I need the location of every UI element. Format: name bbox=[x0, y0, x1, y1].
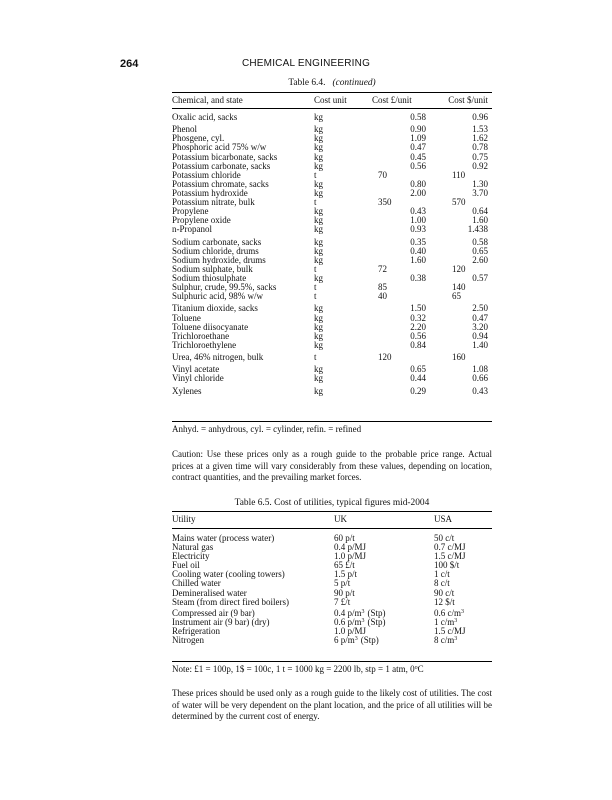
cost-unit: kg bbox=[314, 303, 323, 314]
chemical-name: Xylenes bbox=[172, 385, 202, 396]
utility-name-text: Chilled water bbox=[172, 578, 221, 589]
cost-unit: kg bbox=[314, 339, 323, 350]
cost-usd: 1.438 bbox=[467, 224, 488, 235]
uk-cost-text: 7 £/t bbox=[334, 596, 351, 607]
utility-name-text: Steam (from direct fired boilers) bbox=[172, 596, 289, 607]
cost-gbp: 350 bbox=[378, 197, 392, 208]
chemical-name: Sulphuric acid, 98% w/w bbox=[172, 291, 263, 302]
uk-cost-text: 0.4 p/MJ bbox=[334, 542, 367, 553]
usa-cost-text: 0.7 c/MJ bbox=[434, 542, 466, 553]
table-6-4-body bbox=[172, 113, 492, 399]
cost-usd: 110 bbox=[452, 169, 466, 180]
cost-usd: 0.75 bbox=[472, 151, 488, 162]
utility-name-text: Electricity bbox=[172, 551, 210, 562]
cost-usd: 65 bbox=[452, 291, 461, 302]
units-note-end: C bbox=[417, 664, 424, 674]
cost-gbp: 0.65 bbox=[410, 364, 426, 375]
cost-usd: 0.57 bbox=[472, 272, 488, 283]
cost-unit: kg bbox=[314, 224, 323, 235]
chemical-name: Phosgene, cyl. bbox=[172, 133, 225, 144]
table-6-4-caption bbox=[172, 78, 492, 88]
chemical-name: Potassium chromate, sacks bbox=[172, 178, 269, 189]
table-header-rule bbox=[172, 528, 492, 529]
cost-unit: t bbox=[314, 352, 317, 363]
chemical-name: Toluene bbox=[172, 312, 201, 323]
cost-gbp: 0.44 bbox=[410, 373, 426, 384]
uk-cost-text: 90 p/t bbox=[334, 587, 355, 598]
cost-gbp: 0.35 bbox=[410, 236, 426, 247]
cost-gbp: 0.93 bbox=[410, 224, 426, 235]
cost-unit: kg bbox=[314, 133, 323, 144]
table-bottom-rule bbox=[172, 421, 492, 422]
row-group bbox=[172, 125, 492, 234]
chemical-name: Propylene bbox=[172, 206, 209, 217]
table-row bbox=[172, 225, 492, 234]
usa-cost-text: 1.5 c/MJ bbox=[434, 625, 466, 636]
caption-continued: (continued) bbox=[332, 78, 376, 88]
cost-usd: 2.50 bbox=[472, 303, 488, 314]
abbreviations-note: Anhyd. = anhydrous, cyl. = cylinder, refin. = refined bbox=[172, 424, 362, 434]
cost-gbp: 1.50 bbox=[410, 303, 426, 314]
cost-gbp: 72 bbox=[378, 263, 387, 274]
table-row bbox=[172, 387, 492, 396]
cost-unit: t bbox=[314, 169, 317, 180]
exponent: 3 bbox=[454, 617, 458, 624]
cost-usd: 1.08 bbox=[472, 364, 488, 375]
usa-cost-text: 0.6 c/m bbox=[434, 607, 461, 618]
cost-unit: kg bbox=[314, 373, 323, 384]
col-header: Utility bbox=[172, 514, 196, 524]
row-group bbox=[172, 353, 492, 362]
row-group bbox=[172, 113, 492, 122]
cost-gbp: 0.80 bbox=[410, 178, 426, 189]
exponent: 3 bbox=[454, 636, 458, 643]
cost-gbp: 1.09 bbox=[410, 133, 426, 144]
chemical-name: Potassium hydroxide bbox=[172, 187, 248, 198]
exponent: 3 bbox=[361, 617, 365, 624]
chemical-name: Sodium thiosulphate bbox=[172, 272, 247, 283]
cost-usd: 140 bbox=[452, 282, 466, 293]
cost-gbp: 2.20 bbox=[410, 321, 426, 332]
row-group bbox=[172, 238, 492, 302]
cost-usd: 0.66 bbox=[472, 373, 488, 384]
cost-gbp: 0.90 bbox=[410, 124, 426, 135]
cost-usd: 3.20 bbox=[472, 321, 488, 332]
cost-usd: 2.60 bbox=[472, 254, 488, 265]
exponent: 3 bbox=[354, 636, 358, 643]
utility-name-text: Nitrogen bbox=[172, 635, 204, 646]
chemical-name: Sodium chloride, drums bbox=[172, 245, 259, 256]
chemical-name: Trichloroethylene bbox=[172, 339, 237, 350]
utility-name-text: Compressed air (9 bar) bbox=[172, 607, 255, 618]
chemical-name: Oxalic acid, sacks bbox=[172, 112, 238, 122]
caution-note: Caution: Use these prices only as a rough guide to the probable price range. Actual prices at a given time will vary considerably from these values, depending on location, contract quantities, and the prevailing market forces. bbox=[172, 449, 492, 482]
chemical-name: Sulphur, crude, 99.5%, sacks bbox=[172, 282, 277, 293]
usa-cost-text: 12 $/t bbox=[434, 596, 455, 607]
utility-name-text: Fuel oil bbox=[172, 560, 200, 571]
table-row bbox=[172, 598, 492, 607]
utility-name-text: Mains water (process water) bbox=[172, 533, 275, 543]
cost-unit: kg bbox=[314, 142, 323, 153]
chemical-name: Vinyl chloride bbox=[172, 373, 224, 384]
cost-unit: t bbox=[314, 197, 317, 208]
cost-unit: kg bbox=[314, 321, 323, 332]
usa-cost bbox=[434, 598, 492, 607]
cost-usd: 0.65 bbox=[472, 245, 488, 256]
usa-cost-text: 100 $/t bbox=[434, 560, 460, 571]
chemical-name: Phenol bbox=[172, 124, 198, 135]
cost-unit: kg bbox=[314, 236, 323, 247]
cost-usd: 0.94 bbox=[472, 330, 488, 341]
col-header: USA bbox=[434, 514, 453, 524]
uk-cost bbox=[334, 636, 434, 645]
units-note-text: Note: £1 = 100p, 1$ = 100c, 1 t = 1000 kg = 2200 lb, stp = 1 atm, 0 bbox=[172, 664, 415, 674]
cost-usd: 0.96 bbox=[472, 112, 488, 122]
uk-cost-text: 1.0 p/MJ bbox=[334, 551, 367, 562]
uk-cost-text: 6 p/m bbox=[334, 635, 355, 646]
utility-name-text: Natural gas bbox=[172, 542, 214, 553]
cost-gbp: 120 bbox=[378, 352, 392, 363]
chemical-name: Sodium sulphate, bulk bbox=[172, 263, 253, 274]
cost-unit: kg bbox=[314, 206, 323, 217]
chemical-name: Toluene diisocyanate bbox=[172, 321, 249, 332]
uk-cost-text: 1.0 p/MJ bbox=[334, 625, 367, 636]
cost-unit: kg bbox=[314, 364, 323, 375]
cost-gbp: 0.84 bbox=[410, 339, 426, 350]
cost-unit: kg bbox=[314, 272, 323, 283]
row-group bbox=[172, 387, 492, 396]
table-top-rule bbox=[172, 511, 492, 512]
cost-gbp: 0.45 bbox=[410, 151, 426, 162]
table-6-4-header bbox=[172, 96, 492, 105]
table-row bbox=[172, 304, 492, 313]
uk-cost-text: 0.6 p/m bbox=[334, 616, 362, 627]
utility-name-text: Instrument air (9 bar) (dry) bbox=[172, 616, 270, 627]
chemical-name: Trichloroethane bbox=[172, 330, 230, 341]
cost-usd: 0.47 bbox=[472, 312, 488, 323]
usa-cost-text: 90 c/t bbox=[434, 587, 455, 598]
cost-unit: t bbox=[314, 282, 317, 293]
utility-name-text: Cooling water (cooling towers) bbox=[172, 569, 285, 580]
cost-unit: kg bbox=[314, 187, 323, 198]
cost-usd: 0.58 bbox=[472, 236, 488, 247]
row-group bbox=[172, 365, 492, 383]
exponent: 3 bbox=[461, 608, 464, 615]
cost-gbp: 1.60 bbox=[410, 254, 426, 265]
cost-usd: 1.30 bbox=[472, 178, 488, 189]
chemical-name: n-Propanol bbox=[172, 224, 212, 235]
chemical-name: Titanium dioxide, sacks bbox=[172, 303, 258, 314]
cost-gbp: 70 bbox=[378, 169, 387, 180]
chemical-name: Sodium hydroxide, drums bbox=[172, 254, 266, 265]
usa-cost-text: 8 c/t bbox=[434, 578, 450, 589]
usa-cost-text: 8 c/m bbox=[434, 635, 455, 646]
uk-cost-text: 5 p/t bbox=[334, 578, 351, 589]
table-bottom-rule bbox=[172, 661, 492, 662]
cost-unit: kg bbox=[314, 178, 323, 189]
cost-unit: kg bbox=[314, 385, 323, 396]
table-top-rule bbox=[172, 92, 492, 93]
col-header: UK bbox=[334, 514, 347, 524]
uk-cost-text: 0.4 p/m bbox=[334, 607, 362, 618]
chemical-name: Propylene oxide bbox=[172, 215, 231, 226]
chemical-name: Potassium chloride bbox=[172, 169, 241, 180]
cost-usd: 1.60 bbox=[472, 215, 488, 226]
stp-label: (Stp) bbox=[360, 635, 379, 646]
cost-gbp: 0.56 bbox=[410, 160, 426, 171]
col-header: Cost $/unit bbox=[448, 95, 488, 105]
cost-unit: kg bbox=[314, 124, 323, 135]
units-note bbox=[172, 664, 492, 676]
cost-unit: t bbox=[314, 263, 317, 274]
usa-cost-text: 1.5 c/MJ bbox=[434, 551, 466, 562]
row-group bbox=[172, 304, 492, 349]
table-row bbox=[172, 113, 492, 122]
cost-usd: 0.64 bbox=[472, 206, 488, 217]
table-6-5-caption: Table 6.5. Cost of utilities, typical figures mid-2004 bbox=[234, 498, 430, 508]
cost-usd: 1.53 bbox=[472, 124, 488, 135]
cost-usd: 0.78 bbox=[472, 142, 488, 153]
cost-unit: kg bbox=[314, 330, 323, 341]
table-row bbox=[172, 341, 492, 350]
caption-label: Table 6.4. bbox=[288, 78, 326, 88]
cost-gbp: 0.47 bbox=[410, 142, 426, 153]
usa-cost bbox=[434, 636, 492, 645]
chemical-name: Vinyl acetate bbox=[172, 364, 220, 375]
cost-gbp: 0.56 bbox=[410, 330, 426, 341]
chemical-name: Potassium bicarbonate, sacks bbox=[172, 151, 278, 162]
table-row bbox=[172, 374, 492, 383]
chemical-name: Phosphoric acid 75% w/w bbox=[172, 142, 267, 153]
page-number: 264 bbox=[120, 58, 139, 70]
cost-gbp: 0.40 bbox=[410, 245, 426, 256]
utility-name bbox=[172, 636, 334, 645]
col-header: Cost unit bbox=[314, 95, 347, 105]
utility-name-text: Refrigeration bbox=[172, 625, 220, 636]
cost-gbp: 0.29 bbox=[410, 385, 426, 396]
running-title: CHEMICAL ENGINEERING bbox=[241, 58, 371, 69]
cost-unit: kg bbox=[314, 112, 323, 122]
cost-usd: 0.92 bbox=[472, 160, 488, 171]
cost-gbp: 40 bbox=[378, 291, 387, 302]
utility-name-text: Demineralised water bbox=[172, 587, 247, 598]
cost-usd: 1.62 bbox=[472, 133, 488, 144]
exponent: 3 bbox=[361, 608, 365, 615]
uk-cost bbox=[334, 598, 434, 607]
usa-cost-text: 50 c/t bbox=[434, 533, 455, 543]
cost-usd: 3.70 bbox=[472, 187, 488, 198]
cost-gbp: 0.43 bbox=[410, 206, 426, 217]
degree-sign: o bbox=[414, 665, 418, 671]
table-row bbox=[172, 636, 492, 645]
cost-usd: 160 bbox=[452, 352, 466, 363]
chemical-name: Potassium carbonate, sacks bbox=[172, 160, 271, 171]
table-row bbox=[172, 292, 492, 301]
cost-gbp: 0.58 bbox=[410, 112, 426, 122]
col-header: Cost £/unit bbox=[372, 95, 412, 105]
cost-unit: kg bbox=[314, 160, 323, 171]
table-row bbox=[172, 216, 492, 225]
table-row bbox=[172, 353, 492, 362]
cost-gbp: 0.32 bbox=[410, 312, 426, 323]
cost-usd: 570 bbox=[452, 197, 466, 208]
table-row bbox=[172, 198, 492, 207]
utility-name bbox=[172, 598, 334, 607]
usa-cost-text: 1 c/t bbox=[434, 569, 450, 580]
uk-cost-text: 65 £/t bbox=[334, 560, 355, 571]
col-header: Chemical, and state bbox=[172, 95, 243, 105]
table-6-5-header bbox=[172, 515, 492, 524]
cost-usd: 120 bbox=[452, 263, 466, 274]
cost-usd: 0.43 bbox=[472, 385, 488, 396]
stp-label: (Stp) bbox=[367, 607, 386, 618]
uk-cost-text: 1.5 p/t bbox=[334, 569, 358, 580]
cost-unit: kg bbox=[314, 215, 323, 226]
cost-gbp: 0.38 bbox=[410, 272, 426, 283]
cost-gbp: 1.00 bbox=[410, 215, 426, 226]
table-6-5-body bbox=[172, 534, 492, 645]
table-header-rule bbox=[172, 108, 492, 109]
utilities-footnote: These prices should be used only as a rough guide to the likely cost of utilities. The cost of water will be very dependent on the plant location, and the price of all utilities will be determined by the current cost of energy. bbox=[172, 688, 492, 721]
cost-unit: kg bbox=[314, 312, 323, 323]
stp-label: (Stp) bbox=[367, 616, 386, 627]
uk-cost-text: 60 p/t bbox=[334, 533, 355, 543]
cost-gbp: 85 bbox=[378, 282, 387, 293]
usa-cost-text: 1 c/m bbox=[434, 616, 455, 627]
cost-usd: 1.40 bbox=[472, 339, 488, 350]
chemical-name: Urea, 46% nitrogen, bulk bbox=[172, 352, 264, 363]
chemical-name: Potassium nitrate, bulk bbox=[172, 197, 255, 208]
cost-gbp: 2.00 bbox=[410, 187, 426, 198]
cost-unit: kg bbox=[314, 151, 323, 162]
cost-unit: kg bbox=[314, 245, 323, 256]
cost-unit: t bbox=[314, 291, 317, 302]
cost-unit: kg bbox=[314, 254, 323, 265]
chemical-name: Sodium carbonate, sacks bbox=[172, 236, 262, 247]
